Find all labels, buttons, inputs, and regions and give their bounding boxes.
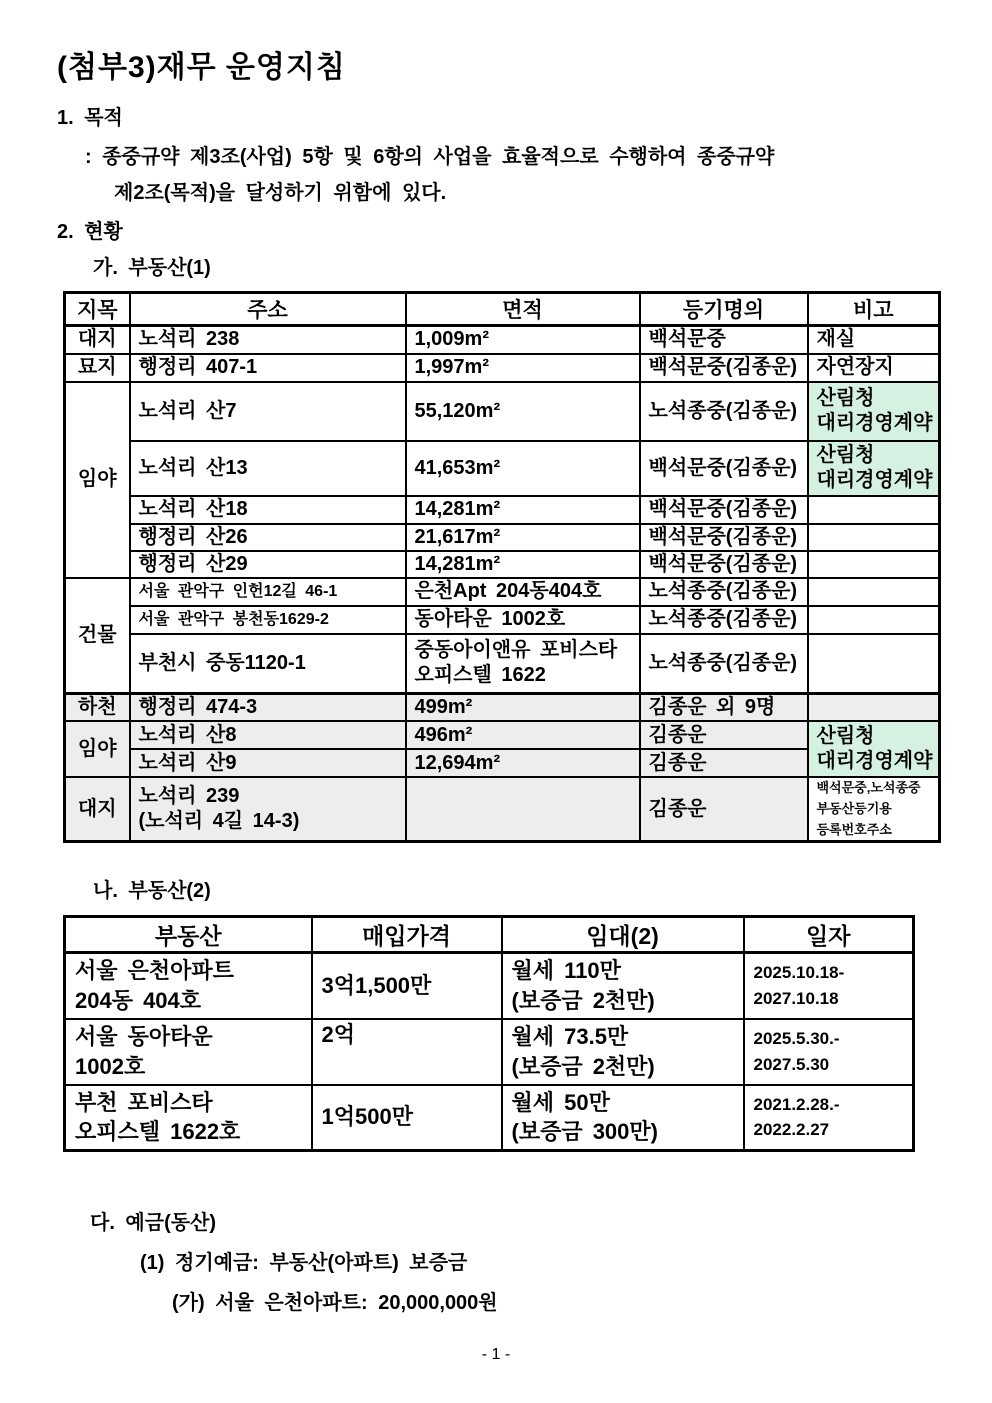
t1-cell-owner: 백석문중(김종운)	[640, 354, 808, 382]
date-line: 2027.5.30	[753, 1054, 830, 1074]
t1-header-address: 주소	[130, 293, 406, 326]
lease-line: 월세 50만	[511, 1089, 610, 1115]
document-title: (첨부3)재무 운영지침	[57, 51, 346, 84]
t1-cell-area: 14,281m²	[406, 551, 640, 578]
section-2-heading: 2. 현황	[57, 221, 123, 243]
t2-cell-lease	[502, 953, 744, 1019]
t1-cell-address: 노석리 238	[130, 326, 406, 354]
property-line: 오피스텔 1622호	[75, 1119, 241, 1145]
t1-cell-address: 행정리 407-1	[130, 354, 406, 382]
t1-cell-address: 행정리 산29	[130, 551, 406, 578]
note-line: 대리경영계약	[816, 750, 933, 772]
t2-cell-property	[65, 1085, 312, 1151]
property-line: 서울 은천아파트	[75, 958, 234, 984]
t1-cell-note-empty	[808, 606, 940, 634]
t1-cell-owner: 노석종중(김종운)	[640, 382, 808, 441]
t1-cell-area: 은천Apt 204동404호	[406, 578, 640, 606]
table-row	[65, 551, 940, 578]
real-estate-table-1	[63, 291, 941, 843]
t1-cell-note-highlighted	[808, 721, 940, 777]
table-row	[65, 634, 940, 694]
property-line: 204동 404호	[75, 987, 202, 1013]
date-line: 2025.5.30.-	[753, 1029, 840, 1048]
property-line: 서울 동아타운	[75, 1023, 213, 1049]
t1-cell-category: 하천	[65, 694, 130, 722]
area-line: 중동아이앤유 포비스타	[414, 639, 618, 662]
t1-cell-category: 대지	[65, 326, 130, 354]
date-line: 2027.10.18	[753, 988, 839, 1008]
t1-cell-address: 노석리 산9	[130, 749, 406, 777]
t1-cell-owner: 김종운	[640, 777, 808, 842]
t2-header-lease: 임대(2)	[502, 917, 744, 953]
table-row	[65, 496, 940, 524]
lease-line: 월세 110만	[511, 958, 621, 984]
page-number: - 1 -	[481, 1346, 511, 1363]
t1-cell-owner: 백석문중(김종운)	[640, 441, 808, 496]
table-row	[65, 382, 940, 441]
t1-cell-note-highlighted	[808, 441, 940, 496]
t1-cell-note	[808, 777, 940, 842]
property-line: 1002호	[75, 1053, 146, 1079]
t1-cell-note-empty	[808, 524, 940, 551]
t1-cell-owner: 김종운 외 9명	[640, 694, 808, 722]
deposit-line-2: (가) 서울 은천아파트: 20,000,000원	[172, 1292, 498, 1314]
t1-cell-owner: 백석문중(김종운)	[640, 496, 808, 524]
table-row	[65, 354, 940, 382]
t1-cell-area-empty	[406, 777, 640, 842]
note-line: 부동산등기용	[816, 800, 892, 816]
t1-cell-area	[406, 634, 640, 694]
t1-cell-address: 노석리 산18	[130, 496, 406, 524]
note-line: 산림청	[816, 444, 875, 466]
t1-cell-note-empty	[808, 578, 940, 606]
lease-line: (보증금 2천만)	[511, 1053, 655, 1079]
date-line: 2021.2.28.-	[753, 1094, 840, 1114]
lease-line: (보증금 2천만)	[511, 987, 655, 1013]
t2-cell-property	[65, 1019, 312, 1085]
purpose-line-1: : 종중규약 제3조(사업) 5항 및 6항의 사업을 효율적으로 수행하여 종중규약	[85, 146, 775, 168]
table-row	[65, 694, 940, 722]
t1-cell-note-empty	[808, 496, 940, 524]
t1-cell-owner: 노석종중(김종운)	[640, 578, 808, 606]
t2-cell-date	[744, 1019, 914, 1085]
lease-line: (보증금 300만)	[511, 1119, 658, 1145]
address-line: 노석리 239	[138, 785, 240, 808]
purpose-line-2: 제2조(목적)을 달성하기 위함에 있다.	[114, 182, 447, 204]
t1-cell-note-empty	[808, 694, 940, 722]
t1-cell-owner: 김종운	[640, 749, 808, 777]
t1-cell-category: 대지	[65, 777, 130, 842]
address-line: (노석리 4길 14-3)	[138, 810, 300, 833]
table-row	[65, 578, 940, 606]
t1-header-category: 지목	[65, 293, 130, 326]
t1-cell-address: 서울 관악구 인헌12길 46-1	[130, 578, 406, 606]
t1-cell-owner: 노석종중(김종운)	[640, 634, 808, 694]
t1-cell-category-forest-group: 임야	[65, 382, 130, 578]
t2-header-property: 부동산	[65, 917, 312, 953]
t1-cell-category-building-group: 건물	[65, 578, 130, 694]
t1-cell-area: 1,009m²	[406, 326, 640, 354]
t2-cell-price: 2억	[312, 1019, 502, 1085]
note-line: 백석문중,노석종중	[816, 780, 921, 795]
t1-cell-area: 14,281m²	[406, 496, 640, 524]
t2-cell-price: 3억1,500만	[312, 953, 502, 1019]
t1-cell-address: 부천시 중동1120-1	[130, 634, 406, 694]
t2-cell-date	[744, 1085, 914, 1151]
table-row	[65, 1085, 914, 1151]
t1-cell-category-forest-group-2: 임야	[65, 721, 130, 777]
table-row	[65, 606, 940, 634]
t1-header-area: 면적	[406, 293, 640, 326]
note-line: 산림청	[816, 387, 875, 409]
table-row	[65, 1019, 914, 1085]
table-row	[65, 524, 940, 551]
property-line: 부천 포비스타	[75, 1089, 213, 1115]
date-line: 2022.2.27	[753, 1120, 830, 1140]
t1-cell-owner: 노석종중(김종운)	[640, 606, 808, 634]
t1-cell-owner: 백석문중	[640, 326, 808, 354]
table-row	[65, 326, 940, 354]
t1-cell-area: 41,653m²	[406, 441, 640, 496]
t1-cell-note-empty	[808, 551, 940, 578]
lease-line: 월세 73.5만	[511, 1023, 629, 1049]
note-line: 등록번호주소	[816, 821, 892, 837]
t1-cell-area: 21,617m²	[406, 524, 640, 551]
t1-cell-area: 동아타운 1002호	[406, 606, 640, 634]
t1-cell-owner: 백석문중(김종운)	[640, 551, 808, 578]
date-line: 2025.10.18-	[753, 963, 845, 983]
table-row	[65, 721, 940, 749]
t1-cell-address: 서울 관악구 봉천동1629-2	[130, 606, 406, 634]
section-1-heading: 1. 목적	[57, 107, 123, 129]
note-line: 대리경영계약	[816, 469, 933, 491]
note-line: 산림청	[816, 725, 875, 747]
t2-cell-lease	[502, 1019, 744, 1085]
t2-cell-price: 1억500만	[312, 1085, 502, 1151]
t1-cell-note-empty	[808, 634, 940, 694]
t1-header-owner: 등기명의	[640, 293, 808, 326]
real-estate-table-2	[63, 915, 915, 1152]
table-row	[65, 953, 914, 1019]
deposit-line-1: (1) 정기예금: 부동산(아파트) 보증금	[140, 1252, 468, 1274]
area-line: 오피스텔 1622	[414, 664, 546, 687]
t1-cell-area: 496m²	[406, 721, 640, 749]
t1-cell-note-highlighted	[808, 382, 940, 441]
t1-cell-note: 재실	[808, 326, 940, 354]
t2-cell-date	[744, 953, 914, 1019]
table-row	[65, 777, 940, 842]
t1-cell-note: 자연장지	[808, 354, 940, 382]
t1-header-note: 비고	[808, 293, 940, 326]
t1-cell-owner: 백석문중(김종운)	[640, 524, 808, 551]
subsection-a-heading: 가. 부동산(1)	[93, 257, 211, 279]
t2-header-date: 일자	[744, 917, 914, 953]
t1-cell-area: 499m²	[406, 694, 640, 722]
t2-cell-property	[65, 953, 312, 1019]
table-row	[65, 441, 940, 496]
t2-header-price: 매입가격	[312, 917, 502, 953]
t1-cell-address: 노석리 산8	[130, 721, 406, 749]
t1-cell-address	[130, 777, 406, 842]
subsection-c-heading: 다. 예금(동산)	[90, 1212, 217, 1234]
subsection-b-heading: 나. 부동산(2)	[93, 880, 211, 902]
t1-cell-owner: 김종운	[640, 721, 808, 749]
t1-cell-category: 묘지	[65, 354, 130, 382]
t1-cell-area: 55,120m²	[406, 382, 640, 441]
t1-cell-address: 노석리 산13	[130, 441, 406, 496]
note-line: 대리경영계약	[816, 412, 933, 434]
t1-cell-address: 행정리 474-3	[130, 694, 406, 722]
t1-cell-area: 1,997m²	[406, 354, 640, 382]
t1-cell-address: 행정리 산26	[130, 524, 406, 551]
t2-cell-lease	[502, 1085, 744, 1151]
t1-cell-address: 노석리 산7	[130, 382, 406, 441]
t1-cell-area: 12,694m²	[406, 749, 640, 777]
